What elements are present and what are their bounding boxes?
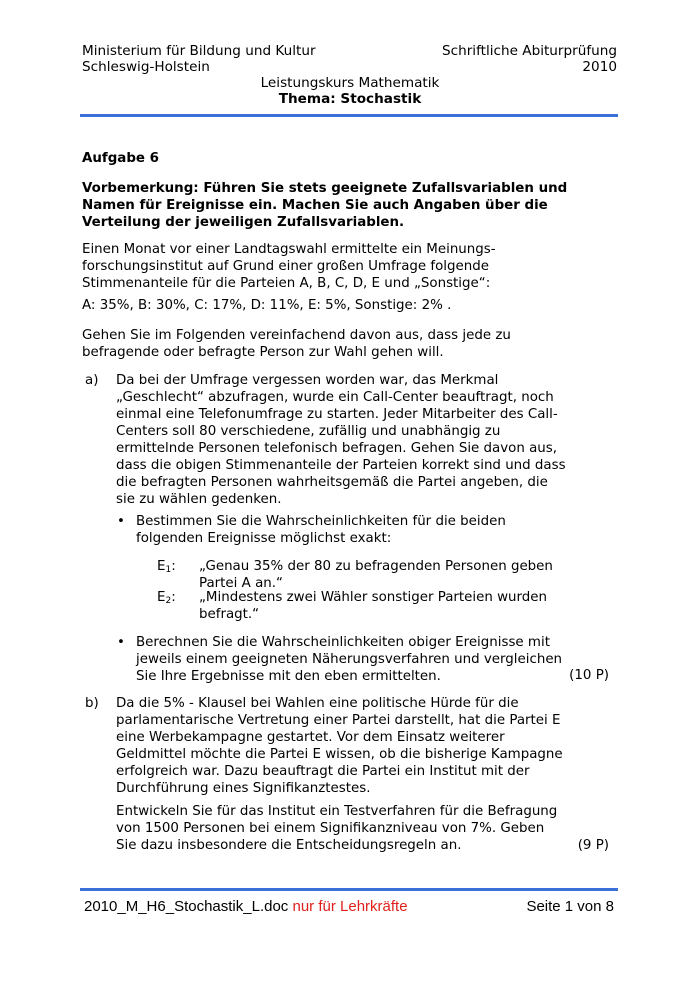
event-e2-base: E <box>157 590 166 605</box>
part-b-line: Durchführung eines Signifikanztestes. <box>116 781 371 796</box>
event-e2-label: $E_2$: <box>157 590 176 606</box>
assumption-line: befragende oder befragte Person zur Wahl gehen will. <box>82 345 444 360</box>
exam-year: 2010 <box>582 59 617 75</box>
part-b-line: Geldmittel möchte die Partei E wissen, ob die bisherige Kampagne <box>116 747 563 762</box>
page-number: Seite 1 von 8 <box>526 898 614 915</box>
event-e1-line: Partei A an.“ <box>199 576 283 591</box>
intro-line: forschungsinstitut auf Grund einer großen Umfrage folgende <box>82 259 489 274</box>
part-b-line: eine Werbekampagne gestartet. Vor dem Einsatz weiterer <box>116 730 505 745</box>
exam-info <box>442 43 617 75</box>
preface <box>82 180 567 231</box>
footer-filename <box>84 898 408 916</box>
part-a-points: (10 P) <box>569 668 609 683</box>
event-e1-text <box>199 558 553 592</box>
bullet-icon: • <box>117 514 125 529</box>
bullet2-line: jeweils einem geeigneten Näherungsverfahren und vergleichen <box>136 652 563 667</box>
ministry-name <box>82 43 316 75</box>
course-name: Leistungskurs Mathematik <box>260 75 440 91</box>
bullet2-line: Sie Ihre Ergebnisse mit den eben ermittelten. <box>136 669 441 684</box>
intro-line: Stimmenanteile für die Parteien A, B, C, D, E und „Sonstige“: <box>82 276 491 291</box>
topic-title: Thema: Stochastik <box>278 91 422 107</box>
part-b-task-line: Sie dazu insbesondere die Entscheidungsregeln an. <box>116 838 462 853</box>
part-b-line: erfolgreich war. Dazu beauftragt die Partei ein Institut mit der <box>116 764 530 779</box>
event-e2-line: „Mindestens zwei Wähler sonstiger Parteien wurden <box>199 590 548 605</box>
footer-file: 2010_M_H6_Stochastik_L.doc <box>84 898 289 915</box>
vote-shares: A: 35%, B: 30%, C: 17%, D: 11%, E: 5%, Sonstige: 2% . <box>82 298 452 313</box>
part-a-line: ermittelnde Personen telefonisch befragen. Gehen Sie davon aus, <box>116 441 558 456</box>
preface-line: Namen für Ereignisse ein. Machen Sie auch Angaben über die <box>82 198 548 213</box>
part-b-task <box>116 803 557 854</box>
part-b-task-line: Entwickeln Sie für das Institut ein Testverfahren für die Befragung <box>116 804 558 819</box>
part-b-task-line: von 1500 Personen bei einem Signifikanzniveau von 7%. Geben <box>116 821 545 836</box>
bullet1-line: Bestimmen Sie die Wahrscheinlichkeiten für die beiden <box>136 514 506 529</box>
preface-line: Verteilung der jeweiligen Zufallsvariablen. <box>82 215 405 230</box>
preface-line: Vorbemerkung: Führen Sie stets geeignete Zufallsvariablen und <box>82 181 568 196</box>
exam-line1: Schriftliche Abiturprüfung <box>441 43 617 59</box>
event-e2-text <box>199 589 547 623</box>
part-a-line: dass die obigen Stimmenanteile der Parteien korrekt sind und dass <box>116 458 566 473</box>
bullet2-text <box>136 634 562 685</box>
event-e1-label: $E_1$: <box>157 559 176 575</box>
bullet-icon: • <box>117 635 125 650</box>
part-a-line: „Geschlecht“ abzufragen, wurde ein Call-Center beauftragt, noch <box>116 390 554 405</box>
footer-divider <box>80 888 618 891</box>
part-a-line: einmal eine Telefonumfrage zu starten. Jeder Mitarbeiter des Call- <box>116 407 558 422</box>
bullet1-line: folgenden Ereignisse möglichst exakt: <box>136 531 392 546</box>
part-b-line: parlamentarische Vertretung einer Partei darstellt, hat die Partei E <box>116 713 561 728</box>
header-divider <box>80 114 618 117</box>
assumption-line: Gehen Sie im Folgenden vereinfachend davon aus, dass jede zu <box>82 328 511 343</box>
event-e1-line: „Genau 35% der 80 zu befragenden Personen geben <box>199 559 553 574</box>
part-a-text <box>116 372 566 508</box>
intro-paragraph <box>82 241 496 292</box>
event-e2-sub: 2 <box>165 596 172 606</box>
task-title: Aufgabe 6 <box>82 151 159 166</box>
part-b-text <box>116 695 563 797</box>
part-a-line: Da bei der Umfrage vergessen worden war, das Merkmal <box>116 373 499 388</box>
part-a-line: die befragten Personen wahrheitsgemäß die Partei angeben, die <box>116 475 548 490</box>
part-a-label: a) <box>85 373 99 388</box>
part-b-points: (9 P) <box>577 838 609 853</box>
event-e1-sub: 1 <box>165 565 172 575</box>
course-title <box>0 75 700 107</box>
bullet1-text <box>136 513 506 547</box>
event-e2-line: befragt.“ <box>199 607 260 622</box>
bullet2-line: Berechnen Sie die Wahrscheinlichkeiten obiger Ereignisse mit <box>136 635 550 650</box>
event-e1-base: E <box>157 559 166 574</box>
intro-line: Einen Monat vor einer Landtagswahl ermittelte ein Meinungs- <box>82 242 496 257</box>
part-b-line: Da die 5% - Klausel bei Wahlen eine politische Hürde für die <box>116 696 519 711</box>
part-a-line: sie zu wählen gedenken. <box>116 492 282 507</box>
footer-note: nur für Lehrkräfte <box>292 898 408 915</box>
assumption-paragraph <box>82 327 511 361</box>
part-b-label: b) <box>85 696 99 711</box>
part-a-line: Centers soll 80 verschiedene, zufällig und unabhängig zu <box>116 424 501 439</box>
ministry-line1: Ministerium für Bildung und Kultur <box>82 43 316 59</box>
ministry-line2: Schleswig-Holstein <box>82 59 210 75</box>
